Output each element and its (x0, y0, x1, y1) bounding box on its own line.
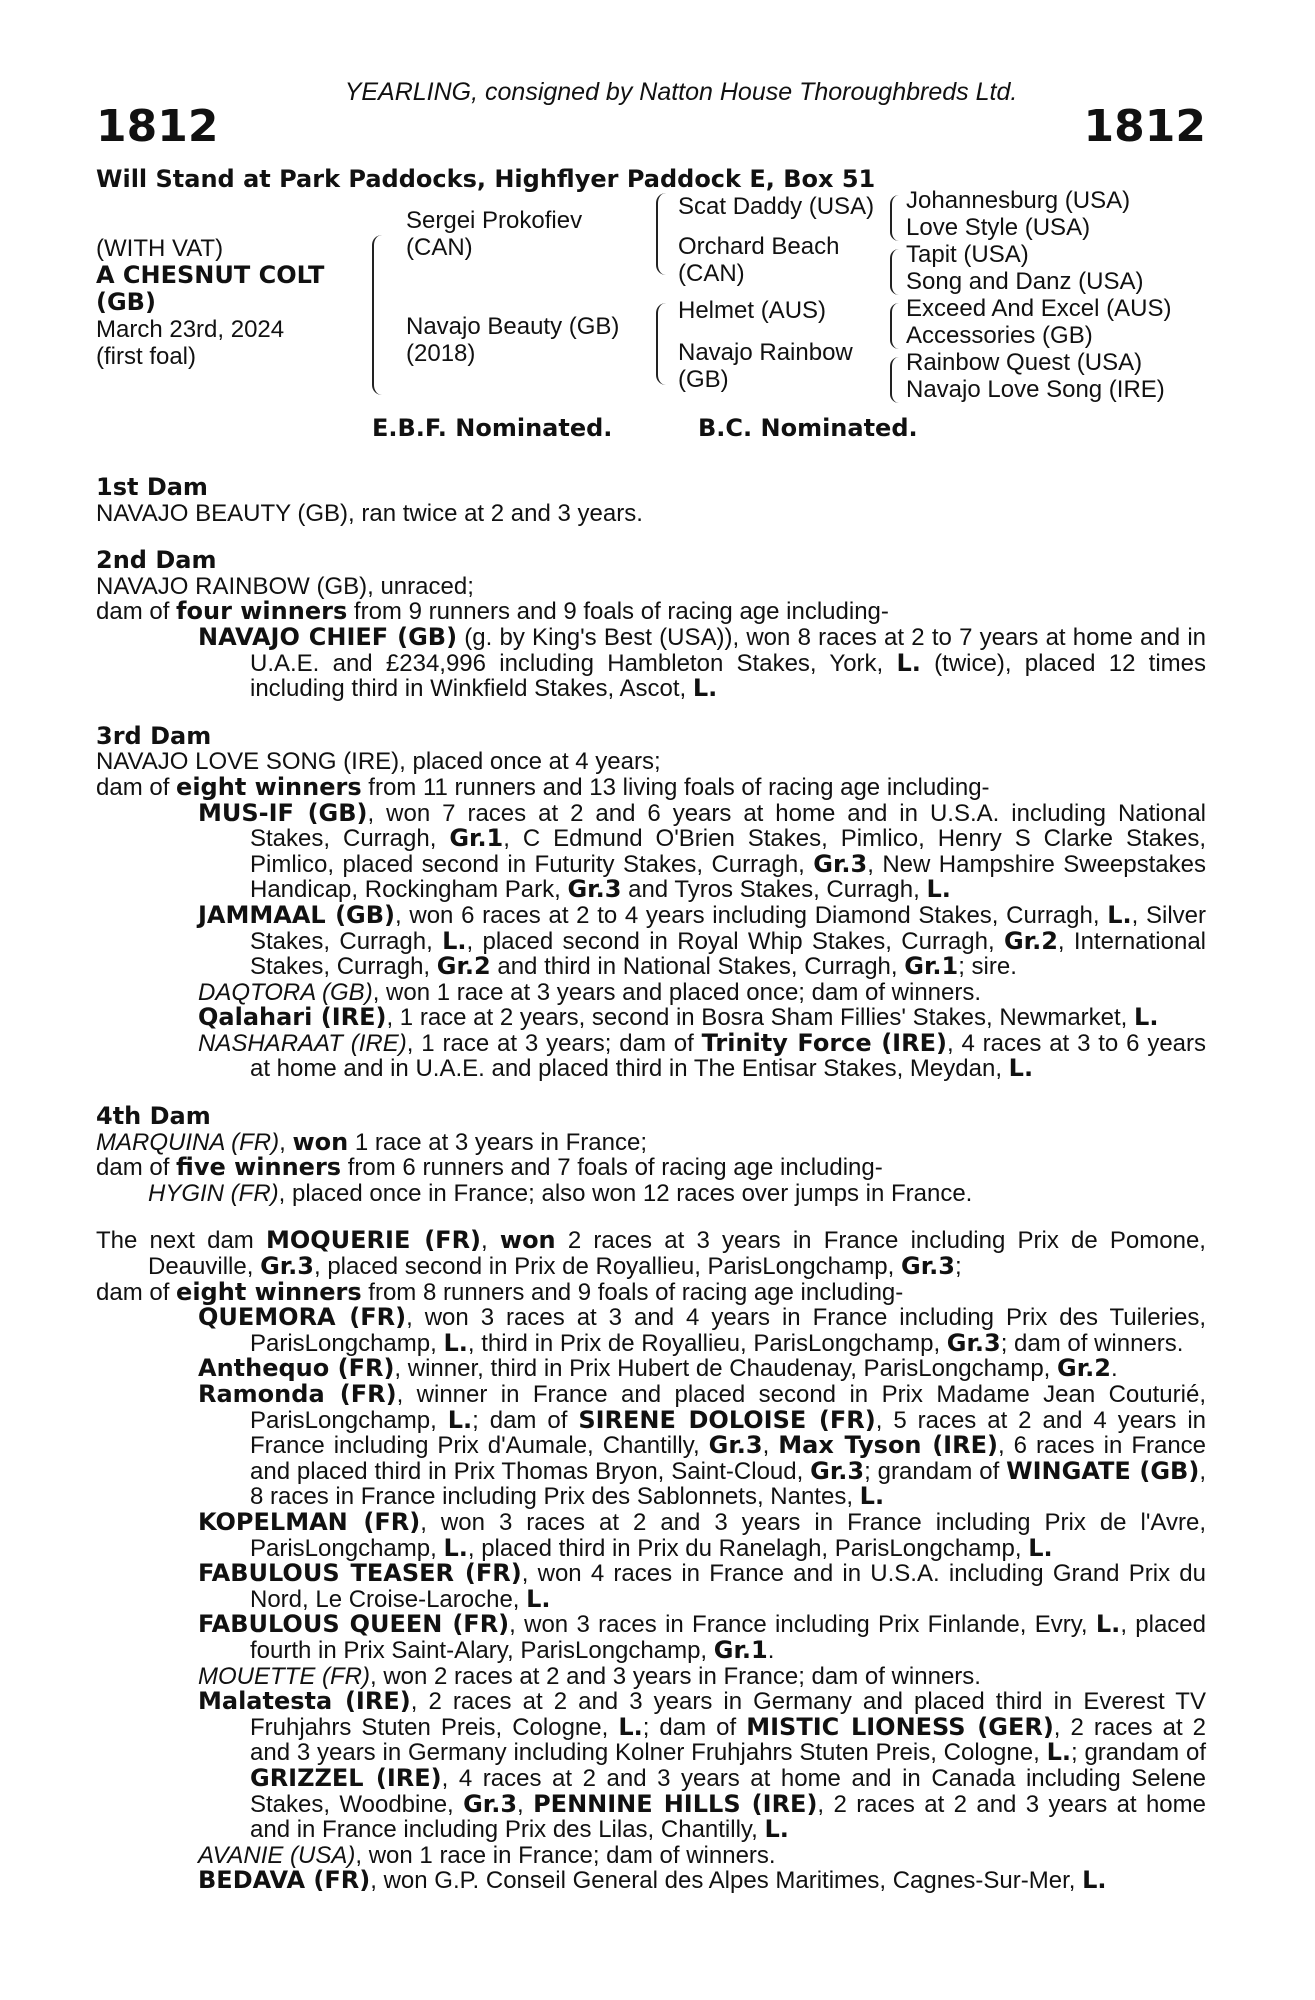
sdd: Song and Danz (USA) (906, 268, 1144, 295)
fourth-dam-line1: MARQUINA (FR), won 1 race at 3 years in France; (96, 1127, 647, 1156)
entry-bedava: BEDAVA (FR), won G.P. Conseil General des Alpes Maritimes, Cagnes-Sur-Mer, L. (198, 1866, 1107, 1895)
ssd: Love Style (USA) (906, 214, 1091, 241)
fourth-dam-section (96, 1104, 1206, 1206)
brace-dd (890, 357, 899, 403)
second-dam-line2: dam of four winners from 9 runners and 9 foals of racing age including- (96, 597, 889, 626)
entry-hygin: HYGIN (FR), placed once in France; also won 12 races over jumps in France. (148, 1179, 973, 1207)
consignor-line: YEARLING, consigned by Natton House Thoroughbreds Ltd. (344, 78, 1018, 106)
brace-ds (890, 303, 899, 349)
dam-sire: Helmet (AUS) (678, 297, 827, 324)
next-dam-line2: dam of eight winners from 8 runners and 9 foals of racing age including- (96, 1277, 904, 1306)
entry-anthequo: Anthequo (FR), winner, third in Prix Hubert de Chaudenay, ParisLongchamp, Gr.2. (198, 1354, 1118, 1383)
sire-dam-l2: (CAN) (678, 260, 745, 287)
horse-info (96, 235, 324, 370)
entry-ramonda: Ramonda (FR), winner in France and placed second in Prix Madame Jean Couturié, ParisLongchamp, L.; dam of SIRENE DOLOISE (FR), 5 races at 2 and 4 years in France including Prix d'Aumale, Chantilly, Gr.3, Max Tyson (IRE), 6 races in France and placed third in Prix Thomas Bryon, Saint-Cloud, Gr.3; grandam of WINGATE (GB), 8 races in France including Prix des Sablonnets, Nantes, L. (198, 1380, 1207, 1511)
entry-mouette: MOUETTE (FR), won 2 races at 2 and 3 years in France; dam of winners. (198, 1662, 981, 1690)
third-dam-line2: dam of eight winners from 11 runners and 13 living foals of racing age including- (96, 772, 990, 801)
ebf-nomination: E.B.F. Nominated. (372, 414, 613, 442)
dam-year: (2018) (406, 340, 476, 367)
entry-kopelman: KOPELMAN (FR), won 3 races at 2 and 3 years in France including Prix de l'Avre, ParisLongchamp, L., placed third in Prix du Ranelagh, ParisLongchamp, L. (198, 1507, 1206, 1562)
date-of-birth: March 23rd, 2024 (96, 316, 285, 343)
entry-quemora: QUEMORA (FR), won 3 races at 3 and 4 years in France including Prix des Tuileries, ParisLongchamp, L., third in Prix de Royallieu, ParisLongchamp, Gr.3; dam of winners. (198, 1303, 1206, 1357)
brace-ss (890, 195, 899, 241)
stand-location: Will Stand at Park Paddocks, Highflyer Paddock E, Box 51 (96, 165, 876, 193)
second-dam-line1: NAVAJO RAINBOW (GB), unraced; (96, 572, 474, 600)
first-dam-line: NAVAJO BEAUTY (GB), ran twice at 2 and 3 years. (96, 499, 643, 527)
entry-daqtora: DAQTORA (GB), won 1 race at 3 years and placed once; dam of winners. (198, 978, 982, 1006)
dam (406, 313, 619, 367)
first-dam-section (96, 475, 1206, 526)
third-dam-line1: NAVAJO LOVE SONG (IRE), placed once at 4 years; (96, 748, 661, 776)
vat-note: (WITH VAT) (96, 235, 224, 262)
sire-dam (678, 233, 839, 287)
brace-dam (656, 303, 666, 385)
sds: Tapit (USA) (906, 241, 1029, 268)
pedigree-table (96, 187, 1206, 442)
dam-dam-l2: (GB) (678, 366, 729, 393)
next-dam-section (96, 1228, 1206, 1893)
lot-number-right: 1812 (1083, 101, 1206, 152)
sss: Johannesburg (USA) (906, 187, 1131, 214)
ddd: Navajo Love Song (IRE) (906, 376, 1165, 403)
dam-dam-l1: Navajo Rainbow (678, 339, 853, 366)
brace-sd (890, 249, 899, 295)
entry-nasharaat: NASHARAAT (IRE), 1 race at 3 years; dam of Trinity Force (IRE), 4 races at 3 to 6 years at home and in U.A.E. and placed third in The Entisar Stakes, Meydan, L. (198, 1028, 1207, 1083)
bc-nomination: B.C. Nominated. (698, 414, 918, 442)
third-dam-heading: 3rd Dam (96, 721, 212, 750)
third-dam-section (96, 721, 1207, 1083)
catalogue-page (96, 78, 1206, 1894)
lot-number-left: 1812 (96, 101, 219, 152)
entry-avanie: AVANIE (USA), won 1 race in France; dam of winners. (198, 1841, 776, 1869)
brace-main (372, 235, 384, 395)
entry-mus-if: MUS-IF (GB), won 7 races at 2 and 6 years at home and in U.S.A. including National Stakes, Curragh, Gr.1, C Edmund O'Brien Stakes, Pimlico, Henry S Clarke Stakes, Pimlico, placed second in Futurity Stakes, Curragh, Gr.3, New Hampshire Sweepstakes Handicap, Rockingham Park, Gr.3 and Tyros Stakes, Curragh, L. (198, 798, 1207, 904)
second-dam-section (96, 548, 1206, 702)
dss: Exceed And Excel (AUS) (906, 295, 1172, 322)
entry-qalahari: Qalahari (IRE), 1 race at 2 years, second in Bosra Sham Fillies' Stakes, Newmarket, L. (198, 1003, 1159, 1032)
sire-name: Sergei Prokofiev (406, 207, 583, 234)
entry-fabulous-teaser: FABULOUS TEASER (FR), won 4 races in France and in U.S.A. including Grand Prix du Nord, Le Croise-Laroche, L. (198, 1559, 1206, 1613)
fourth-dam-heading: 4th Dam (96, 1102, 211, 1131)
entry-malatesta: Malatesta (IRE), 2 races at 2 and 3 years in Germany and placed third in Everest TV Fruhjahrs Stuten Preis, Cologne, L.; dam of MISTIC LIONESS (GER), 2 races at 2 and 3 years in Germany including Kolner Fruhjahrs Stuten Preis, Cologne, L.; grandam of GRIZZEL (IRE), 4 races at 2 and 3 years at home and in Canada including Selene Stakes, Woodbine, Gr.3, PENNINE HILLS (IRE), 2 races at 2 and 3 years at home and in France including Prix des Lilas, Chantilly, L. (198, 1687, 1207, 1844)
sire-country: (CAN) (406, 234, 473, 261)
second-dam-heading: 2nd Dam (96, 546, 217, 575)
sire-sire: Scat Daddy (USA) (678, 193, 875, 220)
lot-number-row (96, 103, 1206, 151)
sire (406, 207, 582, 261)
foal-note: (first foal) (96, 343, 197, 370)
horse-name: A CHESNUT COLT (96, 261, 325, 289)
brace-sire (656, 193, 666, 275)
fourth-dam-line2: dam of five winners from 6 runners and 7 foals of racing age including- (96, 1153, 883, 1182)
dam-dam (678, 339, 853, 393)
entry-jammaal: JAMMAAL (GB), won 6 races at 2 to 4 years including Diamond Stakes, Curragh, L., Silver Stakes, Curragh, L., placed second in Royal Whip Stakes, Curragh, Gr.2, International Stakes, Curragh, Gr.2 and third in National Stakes, Curragh, Gr.1; sire. (198, 900, 1207, 981)
next-dam-line: The next dam MOQUERIE (FR), won 2 races at 3 years in France including Prix de Pomone, Deauville, Gr.3, placed second in Prix de Royallieu, ParisLongchamp, Gr.3; (96, 1226, 1206, 1281)
sire-dam-l1: Orchard Beach (678, 233, 840, 260)
dds: Rainbow Quest (USA) (906, 349, 1143, 376)
entry-navajo-chief: NAVAJO CHIEF (GB) (g. by King's Best (USA)), won 8 races at 2 to 7 years at home and in U.A.E. and £234,996 including Hambleton Stakes, York, L. (twice), placed 12 times including third in Winkfield Stakes, Ascot, L. (198, 622, 1207, 703)
dsd: Accessories (GB) (906, 322, 1093, 349)
horse-country: (GB) (96, 288, 156, 316)
dam-name: Navajo Beauty (GB) (406, 313, 620, 340)
first-dam-heading: 1st Dam (96, 473, 208, 501)
entry-fabulous-queen: FABULOUS QUEEN (FR), won 3 races in France including Prix Finlande, Evry, L., placed fourth in Prix Saint-Alary, ParisLongchamp, Gr.1. (198, 1610, 1206, 1664)
